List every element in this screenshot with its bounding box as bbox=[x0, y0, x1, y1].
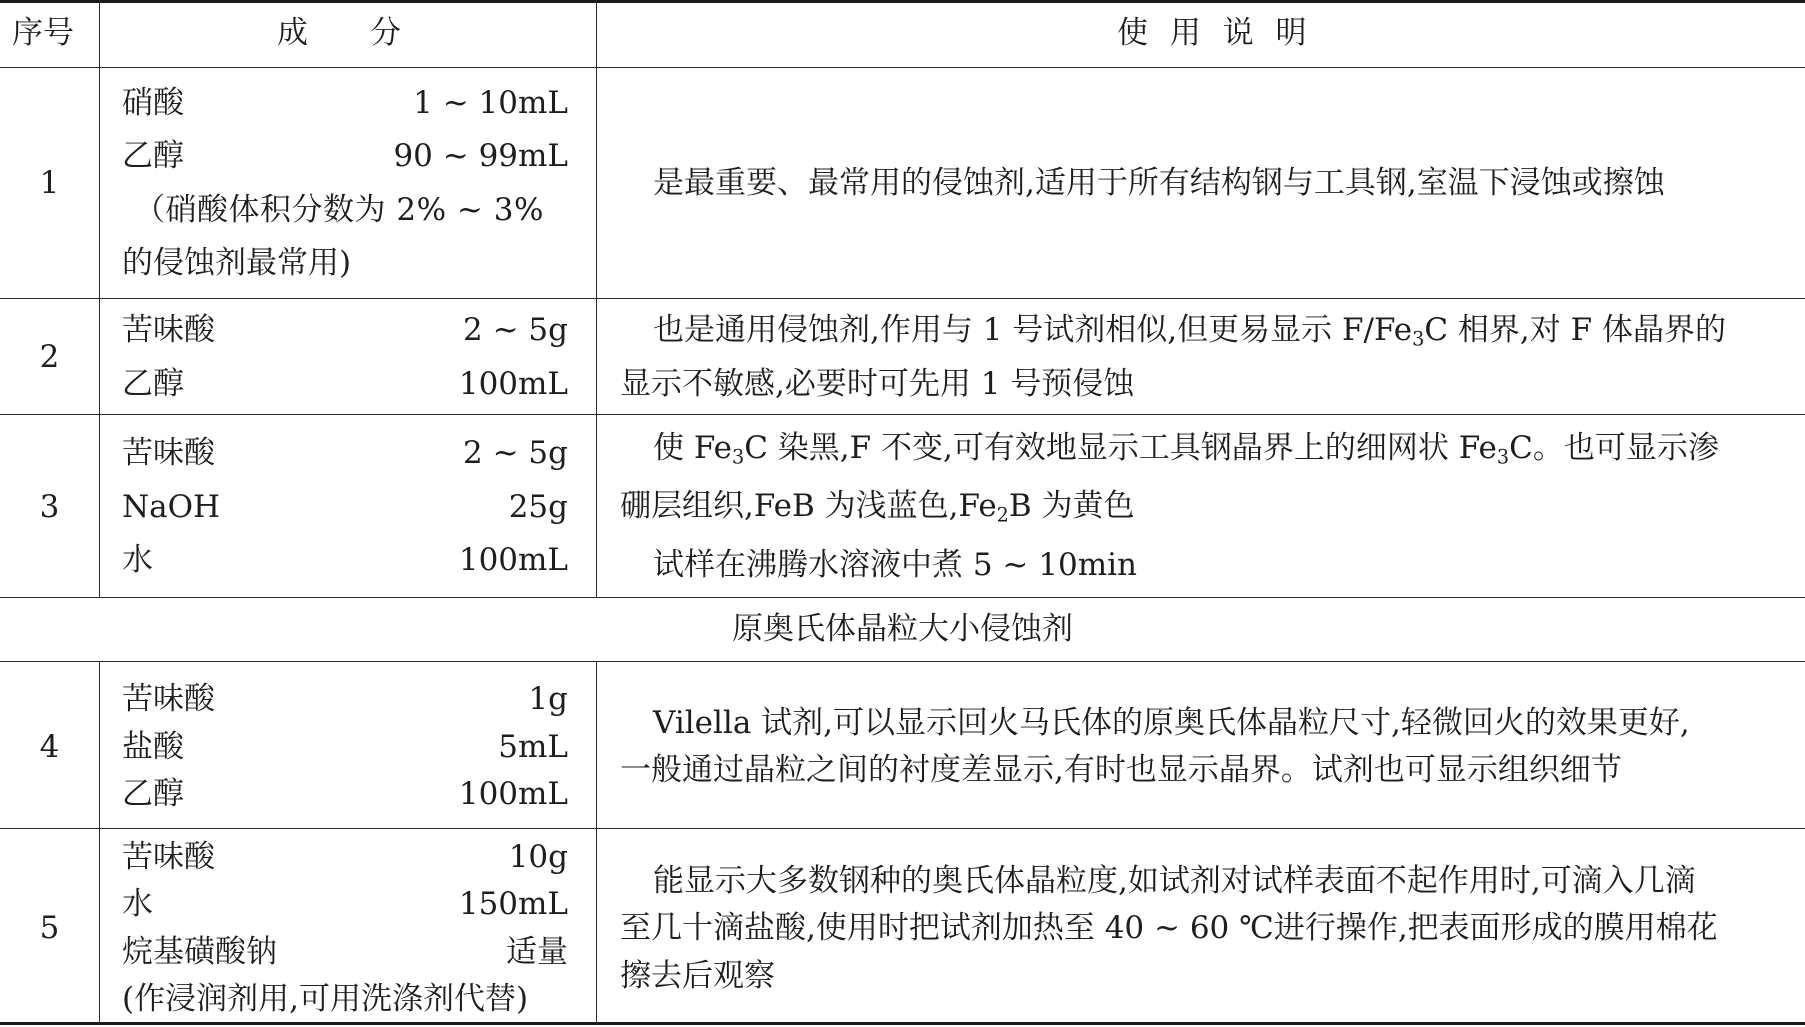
ingredient-name: 烷基磺酸钠 bbox=[122, 934, 277, 970]
usage-description: 至几十滴盐酸,使用时把试剂加热至 40 ~ 60 ℃进行操作,把表面形成的膜用棉花 bbox=[620, 910, 1718, 946]
ingredient-name: 水 bbox=[122, 542, 153, 578]
ingredient-amount: 1 ~ 10mL bbox=[413, 85, 568, 121]
ingredient-amount: 90 ~ 99mL bbox=[393, 138, 568, 174]
usage-description: 是最重要、最常用的侵蚀剂,适用于所有结构钢与工具钢,室温下浸蚀或擦蚀 bbox=[653, 165, 1665, 201]
header-col-usage: 使 用 说 明 bbox=[1117, 15, 1313, 51]
ingredient-name: 盐酸 bbox=[122, 729, 184, 765]
usage-description: 擦去后观察 bbox=[620, 958, 775, 994]
ingredient-name: 苦味酸 bbox=[122, 435, 215, 471]
usage-description: 能显示大多数钢种的奥氏体晶粒度,如试剂对试样表面不起作用时,可滴入几滴 bbox=[653, 863, 1696, 899]
ingredient-name: 乙醇 bbox=[122, 366, 184, 402]
desc-text: 也是通用侵蚀剂,作用与 1 号试剂相似,但更易显示 F/Fe bbox=[653, 312, 1413, 348]
ingredient-note: (作浸润剂用,可用洗涤剂代替) bbox=[122, 981, 529, 1017]
row-number: 1 bbox=[39, 165, 60, 201]
ingredient-name: 苦味酸 bbox=[122, 839, 215, 875]
section-bottom-rule bbox=[0, 661, 1805, 662]
ingredient-amount: 2 ~ 5g bbox=[463, 312, 568, 348]
usage-description bbox=[620, 488, 1135, 527]
ingredient-name: 乙醇 bbox=[122, 776, 184, 812]
header-col-no: 序号 bbox=[12, 15, 74, 51]
row-1-bottom-rule bbox=[0, 298, 1805, 299]
row-2-bottom-rule bbox=[0, 414, 1805, 415]
header-col-ingredients: 成 分 bbox=[277, 15, 401, 51]
subscript: 2 bbox=[996, 503, 1009, 527]
ingredient-amount: 2 ~ 5g bbox=[463, 435, 568, 471]
ingredient-amount: 10g bbox=[508, 839, 568, 875]
col-divider-1 bbox=[99, 0, 100, 597]
col-divider-1 bbox=[99, 661, 100, 1023]
ingredient-name: 苦味酸 bbox=[122, 312, 215, 348]
usage-description: 显示不敏感,必要时可先用 1 号预侵蚀 bbox=[620, 366, 1135, 402]
desc-text: C。也可显示渗 bbox=[1509, 430, 1719, 466]
row-4-bottom-rule bbox=[0, 828, 1805, 829]
ingredient-name: 硝酸 bbox=[122, 85, 184, 121]
ingredient-amount: 适量 bbox=[506, 934, 568, 970]
ingredient-note: （硝酸体积分数为 2% ~ 3% bbox=[134, 192, 544, 228]
ingredient-amount: 5mL bbox=[498, 729, 568, 765]
subscript: 3 bbox=[1412, 327, 1425, 351]
ingredient-name: 水 bbox=[122, 886, 153, 922]
usage-description bbox=[653, 430, 1719, 469]
desc-text: C 相界,对 F 体晶界的 bbox=[1424, 312, 1726, 348]
ingredient-name: NaOH bbox=[122, 489, 221, 525]
col-divider-2 bbox=[596, 0, 597, 597]
row-number: 5 bbox=[39, 910, 60, 946]
row-number: 2 bbox=[39, 339, 60, 375]
ingredient-note: 的侵蚀剂最常用) bbox=[122, 245, 352, 281]
section-title: 原奥氏体晶粒大小侵蚀剂 bbox=[732, 611, 1073, 647]
ingredient-amount: 25g bbox=[508, 489, 568, 525]
header-bottom-rule bbox=[0, 67, 1805, 68]
usage-description: Vilella 试剂,可以显示回火马氏体的原奥氏体晶粒尺寸,轻微回火的效果更好, bbox=[653, 705, 1690, 741]
ingredient-amount: 150mL bbox=[458, 886, 568, 922]
usage-description bbox=[653, 312, 1726, 351]
ingredient-amount: 100mL bbox=[458, 776, 568, 812]
ingredient-name: 乙醇 bbox=[122, 138, 184, 174]
subscript: 3 bbox=[732, 445, 745, 469]
col-divider-2 bbox=[596, 661, 597, 1023]
usage-description: 试样在沸腾水溶液中煮 5 ~ 10min bbox=[653, 547, 1137, 583]
table-top-border bbox=[0, 0, 1805, 3]
ingredient-amount: 100mL bbox=[458, 542, 568, 578]
row-number: 4 bbox=[39, 729, 60, 765]
usage-description: 一般通过晶粒之间的衬度差显示,有时也显示晶界。试剂也可显示组织细节 bbox=[620, 752, 1622, 788]
ingredient-amount: 100mL bbox=[458, 366, 568, 402]
ingredient-amount: 1g bbox=[528, 681, 568, 717]
desc-text: B 为黄色 bbox=[1008, 488, 1135, 524]
table-bottom-border bbox=[0, 1022, 1805, 1025]
subscript: 3 bbox=[1496, 445, 1510, 469]
desc-text: 硼层组织,FeB 为浅蓝色,Fe bbox=[620, 488, 997, 524]
ingredient-name: 苦味酸 bbox=[122, 681, 215, 717]
row-3-bottom-rule bbox=[0, 597, 1805, 598]
row-number: 3 bbox=[39, 489, 60, 525]
desc-text: C 染黑,F 不变,可有效地显示工具钢晶界上的细网状 Fe bbox=[744, 430, 1497, 466]
desc-text: 使 Fe bbox=[653, 430, 733, 466]
